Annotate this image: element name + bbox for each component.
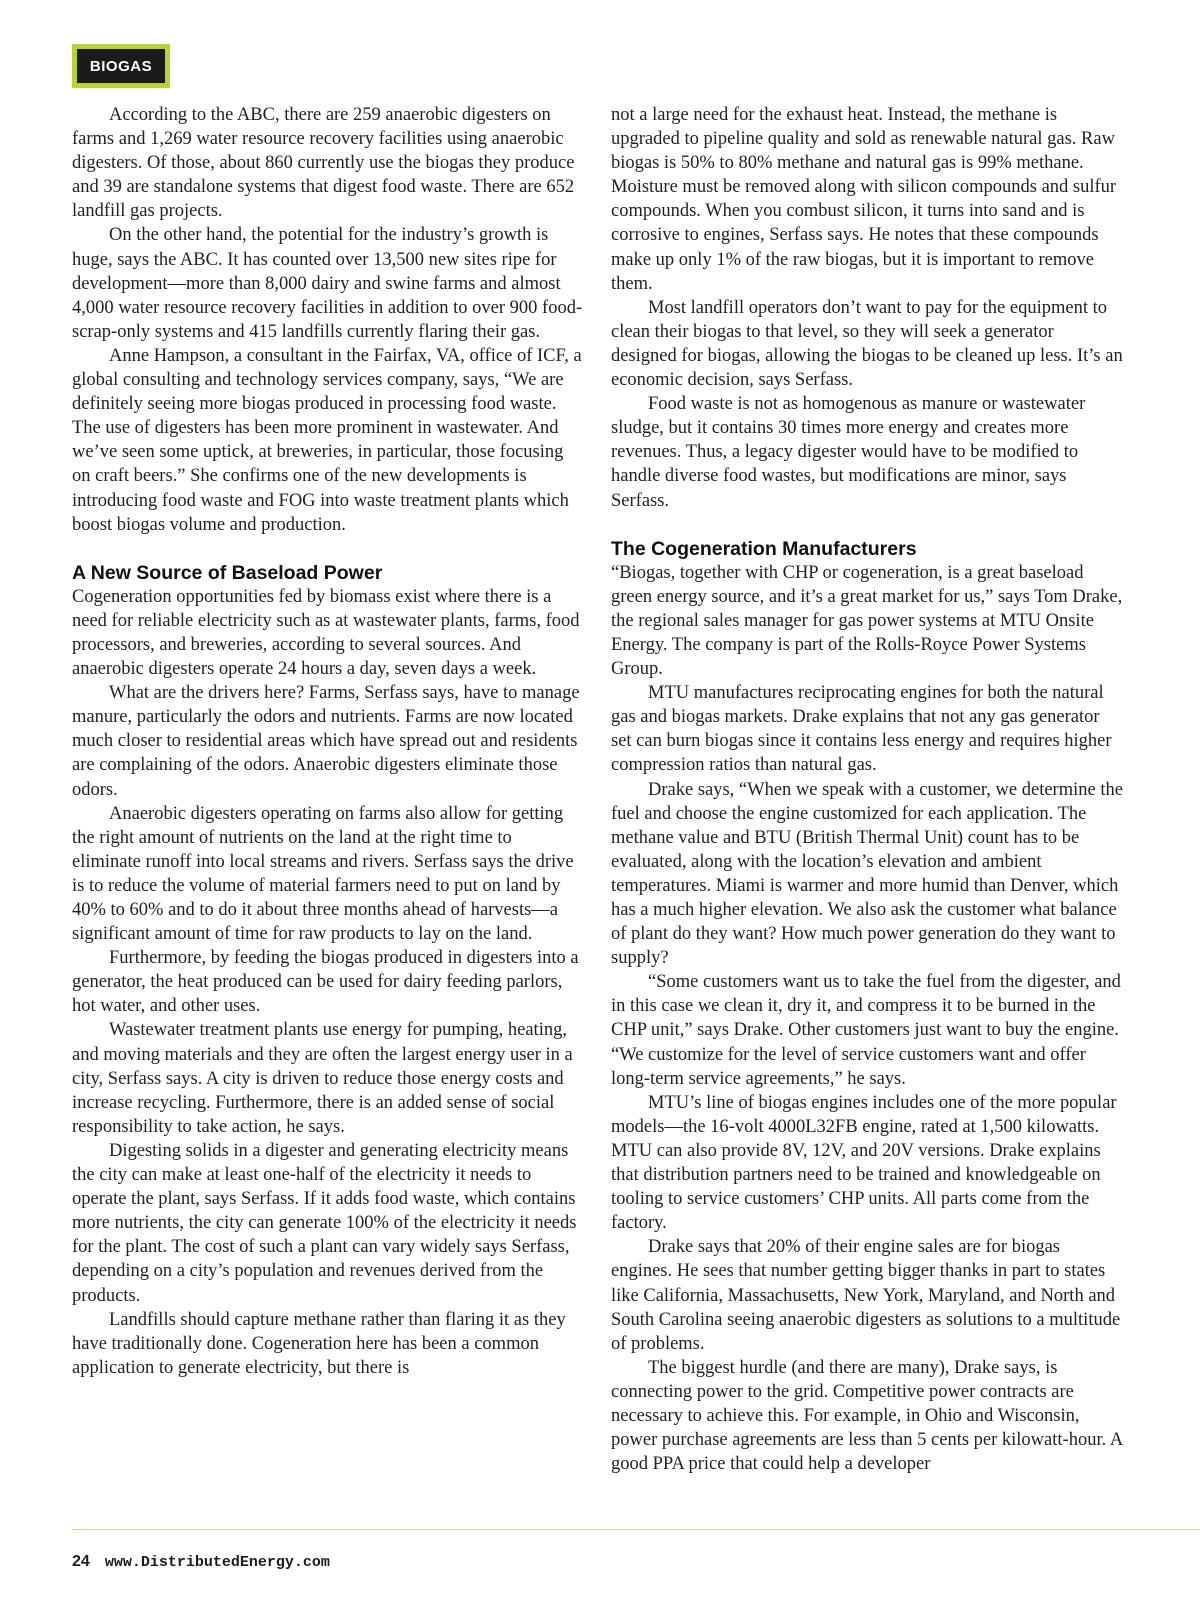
page-number: 24	[72, 1553, 90, 1570]
paragraph: The biggest hurdle (and there are many), Drake says, is connecting power to the grid. Competitive power contracts are necessary to achieve this. For example, in Ohio and Wisconsin, power purchase agreements are less than 5 cents per kilowatt-hour. A good PPA price that could help a developer	[611, 1357, 1123, 1475]
section-heading: The Cogeneration Manufacturers	[611, 537, 917, 560]
paragraph: On the other hand, the potential for the industry’s growth is huge, says the ABC. It has counted over 13,500 new sites ripe for development—more than 8,000 dairy and swine farms and almost 4,000 water resource recovery facilities in addition to over 900 food-scrap-only systems and 415 landfills currently flaring their gas.	[72, 225, 583, 342]
section-tag-label: BIOGAS	[77, 49, 165, 83]
paragraph: Drake says, “When we speak with a customer, we determine the fuel and choose the engine customized for each application. The methane value and BTU (British Thermal Unit) count has to be evaluated, along with the location’s elevation and ambient temperatures. Miami is warmer and more humid than Denver, which has a much higher elevation. We also ask the customer what balance of plant do they want? How much power generation do they want to supply?	[611, 779, 1123, 969]
paragraph: Drake says that 20% of their engine sales are for biogas engines. He sees that number getting bigger thanks in part to states like California, Massachusetts, New York, Maryland, and North and South Carolina seeing anaerobic digesters as solutions to a multitude of problems.	[611, 1237, 1121, 1354]
paragraph: Landfills should capture methane rather than flaring it as they have traditionally done. Cogeneration here has been a common application to generate electricity, but there is	[72, 1309, 566, 1378]
paragraph: According to the ABC, there are 259 anaerobic digesters on farms and 1,269 water resource recovery facilities using anaerobic digesters. Of those, about 860 currently use the biogas they produce and 39 are standalone systems that digest food waste. There are 652 landfill gas projects.	[72, 105, 575, 222]
section-tag	[72, 44, 170, 88]
paragraph: Wastewater treatment plants use energy for pumping, heating, and moving materials and they are often the largest energy user in a city, Serfass says. A city is driven to reduce those energy costs and increase recycling. Furthermore, there is an added sense of social responsibility to take action, he says.	[72, 1020, 573, 1137]
paragraph: Anne Hampson, a consultant in the Fairfax, VA, office of ICF, a global consulting and technology services company, says, “We are definitely seeing more biogas produced in processing food waste. The use of digesters has been more prominent in wastewater. And we’ve seen some uptick, at breweries, in particular, those focusing on craft beers.” She confirms one of the new developments is introducing food waste and FOG into waste treatment plants which boost biogas volume and production.	[72, 345, 582, 535]
paragraph: Most landfill operators don’t want to pay for the equipment to clean their biogas to that level, so they will seek a generator designed for biogas, allowing the biogas to be cleaned up less. It’s an economic decision, says Serfass.	[611, 297, 1123, 391]
paragraph: Food waste is not as homogenous as manure or wastewater sludge, but it contains 30 times more energy and creates more revenues. Thus, a legacy digester would have to be modified to handle diverse food wastes, but modifications are minor, says Serfass.	[611, 394, 1086, 511]
paragraph: “Biogas, together with CHP or cogeneration, is a great baseload green energy source, and it’s a great market for us,” says Tom Drake, the regional sales manager for gas power systems at MTU Onsite Energy. The company is part of the Rolls-Royce Power Systems Group.	[611, 562, 1123, 680]
paragraph: Furthermore, by feeding the biogas produced in digesters into a generator, the heat produced can be used for dairy feeding parlors, hot water, and other uses.	[72, 948, 579, 1017]
section-heading: A New Source of Baseload Power	[72, 561, 383, 584]
footer-url[interactable]: www.DistributedEnergy.com	[104, 1554, 330, 1571]
paragraph: Anaerobic digesters operating on farms also allow for getting the right amount of nutrients on the land at the right time to eliminate runoff into local streams and rivers. Serfass says the drive is to reduce the volume of material farmers need to put on land by 40% to 60% and to do it about three months ahead of harvests—a significant amount of time for raw products to lay on the land.	[72, 803, 574, 945]
paragraph: “Some customers want us to take the fuel from the digester, and in this case we clean it, dry it, and compress it to be burned in the CHP unit,” says Drake. Other customers just want to buy the engine. “We customize for the level of service customers want and offer long-term service agreements,” he says.	[611, 972, 1121, 1089]
paragraph: not a large need for the exhaust heat. Instead, the methane is upgraded to pipeline quality and sold as renewable natural gas. Raw biogas is 50% to 80% methane and natural gas is 99% methane. Moisture must be removed along with silicon compounds and sulfur compounds. When you combust silicon, it turns into sand and is corrosive to engines, Serfass says. He notes that these compounds make up only 1% of the raw biogas, but it is important to remove them.	[611, 105, 1117, 294]
left-column	[72, 103, 584, 1380]
paragraph: MTU’s line of biogas engines includes one of the more popular models—the 16-volt 4000L32FB engine, rated at 1,500 kilowatts. MTU can also provide 8V, 12V, and 20V versions. Drake explains that distribution partners need to be trained and knowledgeable on tooling to service customers’ CHP units. All parts come from the factory.	[611, 1092, 1117, 1234]
paragraph: Cogeneration opportunities fed by biomass exist where there is a need for reliable electricity such as at wastewater plants, farms, food processors, and breweries, according to several sources. And anaerobic digesters operate 24 hours a day, seven days a week.	[72, 586, 580, 680]
footer-divider	[72, 1529, 1200, 1530]
page-footer	[72, 1553, 330, 1571]
paragraph: What are the drivers here? Farms, Serfass says, have to manage manure, particularly the odors and nutrients. Farms are now located much closer to residential areas which have spread out and residents are complaining of the odors. Anaerobic digesters eliminate those odors.	[72, 683, 580, 800]
paragraph: MTU manufactures reciprocating engines for both the natural gas and biogas markets. Drake explains that not any gas generator set can burn biogas since it contains less energy and requires higher compression ratios than natural gas.	[611, 683, 1112, 776]
right-column	[611, 103, 1123, 1476]
paragraph: Digesting solids in a digester and generating electricity means the city can make at least one-half of the electricity it needs to operate the plant, says Serfass. If it adds food waste, which contains more nutrients, the city can generate 100% of the electricity it needs for the plant. The cost of such a plant can vary widely says Serfass, depending on a city’s population and revenues derived from the products.	[72, 1140, 577, 1306]
